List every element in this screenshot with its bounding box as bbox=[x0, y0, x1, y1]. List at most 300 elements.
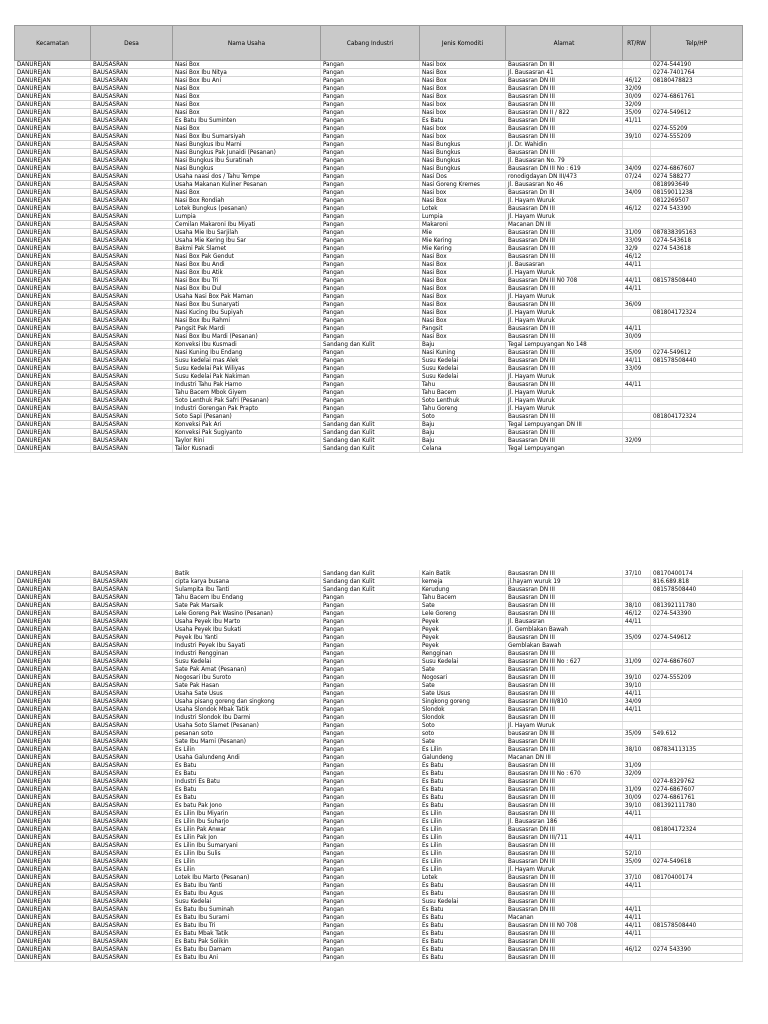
rt-rw-cell bbox=[623, 818, 651, 826]
kecamatan-cell: DANUREJAN bbox=[15, 930, 91, 938]
cabang-industri-cell: Pangan bbox=[321, 762, 420, 770]
telp-hp-cell bbox=[651, 770, 743, 778]
cabang-industri-cell: Pangan bbox=[321, 778, 420, 786]
cabang-industri-cell: Pangan bbox=[321, 77, 420, 85]
rt-rw-cell: 31/09 bbox=[623, 786, 651, 794]
rt-rw-cell: 44/11 bbox=[623, 618, 651, 626]
cabang-industri-cell: Pangan bbox=[321, 373, 420, 381]
rt-rw-cell bbox=[623, 181, 651, 189]
alamat-cell: Bausasran DN III bbox=[506, 938, 623, 946]
table-row bbox=[15, 189, 743, 197]
cabang-industri-cell: Pangan bbox=[321, 61, 420, 69]
nama-usaha-cell: Usaha naasi dos / Tahu Tempe bbox=[173, 173, 321, 181]
telp-hp-cell: 081392111780 bbox=[651, 602, 743, 610]
alamat-cell: Bausasran DN III/711 bbox=[506, 834, 623, 842]
kecamatan-cell: DANUREJAN bbox=[15, 586, 91, 594]
rt-rw-cell bbox=[623, 722, 651, 730]
nama-usaha-cell: Cemilan Makaroni Ibu Miyati bbox=[173, 221, 321, 229]
kecamatan-cell: DANUREJAN bbox=[15, 826, 91, 834]
desa-cell: BAUSASRAN bbox=[91, 181, 173, 189]
cabang-industri-cell: Pangan bbox=[321, 722, 420, 730]
cabang-industri-cell: Sandang dan Kulit bbox=[321, 578, 420, 586]
telp-hp-cell: 816.689.818 bbox=[651, 578, 743, 586]
nama-usaha-cell: Es Lilin Pak Jon bbox=[173, 834, 321, 842]
jenis-komoditi-cell: Es Batu bbox=[420, 786, 506, 794]
kecamatan-cell: DANUREJAN bbox=[15, 293, 91, 301]
industry-table-1 bbox=[14, 25, 743, 453]
desa-cell: BAUSASRAN bbox=[91, 413, 173, 421]
jenis-komoditi-cell: Es Lilin bbox=[420, 850, 506, 858]
table-row bbox=[15, 786, 743, 794]
kecamatan-cell: DANUREJAN bbox=[15, 634, 91, 642]
kecamatan-header: Kecamatan bbox=[15, 26, 91, 61]
desa-cell: BAUSASRAN bbox=[91, 626, 173, 634]
alamat-cell: Bausasran DN III bbox=[506, 882, 623, 890]
nama-usaha-cell: Industri Tahu Pak Harno bbox=[173, 381, 321, 389]
alamat-cell: Jl. Hayam Wuruk bbox=[506, 389, 623, 397]
nama-usaha-cell: Sate Pak Marsaik bbox=[173, 602, 321, 610]
kecamatan-cell: DANUREJAN bbox=[15, 397, 91, 405]
desa-cell: BAUSASRAN bbox=[91, 810, 173, 818]
cabang-industri-cell: Pangan bbox=[321, 658, 420, 666]
table-row bbox=[15, 229, 743, 237]
jenis-komoditi-cell: Nasi box bbox=[420, 125, 506, 133]
jenis-komoditi-cell: Makaroni bbox=[420, 221, 506, 229]
cabang-industri-cell: Sandang dan Kulit bbox=[321, 341, 420, 349]
table-row bbox=[15, 730, 743, 738]
jenis-komoditi-cell: Nasi Box bbox=[420, 333, 506, 341]
jenis-komoditi-cell: Es Batu bbox=[420, 906, 506, 914]
alamat-cell: Bausasran DN III bbox=[506, 890, 623, 898]
kecamatan-cell: DANUREJAN bbox=[15, 373, 91, 381]
nama-usaha-cell: Es Lilin Pak Anwar bbox=[173, 826, 321, 834]
rt-rw-cell: 34/09 bbox=[623, 165, 651, 173]
table-row bbox=[15, 866, 743, 874]
kecamatan-cell: DANUREJAN bbox=[15, 389, 91, 397]
telp-hp-cell bbox=[651, 269, 743, 277]
telp-hp-cell: 087834113135 bbox=[651, 746, 743, 754]
kecamatan-cell: DANUREJAN bbox=[15, 253, 91, 261]
alamat-cell: Bausasran DN III bbox=[506, 714, 623, 722]
desa-cell: BAUSASRAN bbox=[91, 746, 173, 754]
kecamatan-cell: DANUREJAN bbox=[15, 325, 91, 333]
nama-usaha-cell: Susu Kedelai bbox=[173, 658, 321, 666]
table-row bbox=[15, 882, 743, 890]
rt-rw-cell: 30/09 bbox=[623, 93, 651, 101]
desa-cell: BAUSASRAN bbox=[91, 674, 173, 682]
table-row bbox=[15, 317, 743, 325]
table-row bbox=[15, 437, 743, 445]
telp-hp-cell bbox=[651, 285, 743, 293]
desa-cell: BAUSASRAN bbox=[91, 650, 173, 658]
telp-hp-cell bbox=[651, 626, 743, 634]
nama-usaha-cell: Nasi Box Pak Gendut bbox=[173, 253, 321, 261]
nama-usaha-cell: Usaha Makanan Kuliner Pesanan bbox=[173, 181, 321, 189]
kecamatan-cell: DANUREJAN bbox=[15, 93, 91, 101]
jenis-komoditi-cell: Soto Lenthuk bbox=[420, 397, 506, 405]
jenis-komoditi-cell: Soto bbox=[420, 722, 506, 730]
telp-hp-cell bbox=[651, 698, 743, 706]
rt-rw-cell: 44/11 bbox=[623, 914, 651, 922]
nama-usaha-cell: Nasi Box Ibu Rahmi bbox=[173, 317, 321, 325]
desa-cell: BAUSASRAN bbox=[91, 277, 173, 285]
jenis-komoditi-cell: Soto bbox=[420, 413, 506, 421]
jenis-komoditi-cell: Es Batu bbox=[420, 794, 506, 802]
industry-table-2 bbox=[14, 570, 743, 962]
alamat-cell: Bausasran DN III bbox=[506, 930, 623, 938]
jenis-komoditi-cell: Mie bbox=[420, 229, 506, 237]
jenis-komoditi-cell: Es Lilin bbox=[420, 842, 506, 850]
cabang-industri-cell: Pangan bbox=[321, 650, 420, 658]
alamat-cell: Bausasran DN III bbox=[506, 946, 623, 954]
rt-rw-cell: 44/11 bbox=[623, 381, 651, 389]
jenis-komoditi-cell: Susu Kedelai bbox=[420, 373, 506, 381]
alamat-cell: bausasran DN III bbox=[506, 730, 623, 738]
nama-usaha-cell: Konveksi Pak Sugiyanto bbox=[173, 429, 321, 437]
rt-rw-cell: 31/09 bbox=[623, 229, 651, 237]
cabang-industri-cell: Pangan bbox=[321, 237, 420, 245]
desa-cell: BAUSASRAN bbox=[91, 794, 173, 802]
alamat-cell: Jl. Bausasran No. 79 bbox=[506, 157, 623, 165]
jenis-komoditi-cell: Nasi Box bbox=[420, 197, 506, 205]
nama-usaha-cell: Nasi Box bbox=[173, 101, 321, 109]
kecamatan-cell: DANUREJAN bbox=[15, 730, 91, 738]
table-row bbox=[15, 938, 743, 946]
table-row bbox=[15, 754, 743, 762]
nama-usaha-cell: Konveksi Pak Ari bbox=[173, 421, 321, 429]
jenis-komoditi-cell: Baju bbox=[420, 437, 506, 445]
kecamatan-cell: DANUREJAN bbox=[15, 429, 91, 437]
nama-usaha-cell: Nasi Bungkus Pak Junaidi (Pesanan) bbox=[173, 149, 321, 157]
telp-hp-cell: 0812269507 bbox=[651, 197, 743, 205]
alamat-cell: Bausasran DN III bbox=[506, 634, 623, 642]
alamat-cell: Macanan DN III bbox=[506, 754, 623, 762]
rt-rw-cell bbox=[623, 890, 651, 898]
rt-rw-cell: 44/11 bbox=[623, 810, 651, 818]
alamat-cell: Jl. Bausasran No 46 bbox=[506, 181, 623, 189]
rt-rw-cell: 52/10 bbox=[623, 850, 651, 858]
rt-rw-cell: 38/10 bbox=[623, 602, 651, 610]
table-row bbox=[15, 61, 743, 69]
cabang-industri-cell: Pangan bbox=[321, 173, 420, 181]
kecamatan-cell: DANUREJAN bbox=[15, 594, 91, 602]
cabang-industri-cell: Pangan bbox=[321, 810, 420, 818]
alamat-cell: Bausasran DN III bbox=[506, 429, 623, 437]
kecamatan-cell: DANUREJAN bbox=[15, 946, 91, 954]
nama-usaha-cell: Es batu Pak Jono bbox=[173, 802, 321, 810]
table-row bbox=[15, 850, 743, 858]
cabang-industri-cell: Sandang dan Kulit bbox=[321, 421, 420, 429]
telp-hp-cell: 0274-549612 bbox=[651, 349, 743, 357]
alamat-cell: Bausasran DN III bbox=[506, 858, 623, 866]
table-row bbox=[15, 205, 743, 213]
telp-hp-cell: 081578508440 bbox=[651, 586, 743, 594]
jenis-komoditi-cell: Nasi Box bbox=[420, 301, 506, 309]
table-row bbox=[15, 389, 743, 397]
kecamatan-cell: DANUREJAN bbox=[15, 133, 91, 141]
jenis-komoditi-cell: Sate bbox=[420, 738, 506, 746]
jenis-komoditi-cell: Nasi Box bbox=[420, 261, 506, 269]
jenis-komoditi-cell: Baju bbox=[420, 429, 506, 437]
rt-rw-cell: 37/10 bbox=[623, 874, 651, 882]
table-row bbox=[15, 141, 743, 149]
telp-hp-cell: 0274-6861761 bbox=[651, 794, 743, 802]
alamat-cell: Bausasran DN III bbox=[506, 237, 623, 245]
rt-rw-cell: 33/09 bbox=[623, 237, 651, 245]
alamat-cell: Bausasran DN III bbox=[506, 674, 623, 682]
alamat-cell: Jl. Hayam Wuruk bbox=[506, 866, 623, 874]
nama-usaha-cell: Es Batu bbox=[173, 794, 321, 802]
table-row bbox=[15, 914, 743, 922]
desa-cell: BAUSASRAN bbox=[91, 914, 173, 922]
nama-usaha-header: Nama Usaha bbox=[173, 26, 321, 61]
cabang-industri-cell: Pangan bbox=[321, 746, 420, 754]
kecamatan-cell: DANUREJAN bbox=[15, 413, 91, 421]
rt-rw-cell: 46/12 bbox=[623, 77, 651, 85]
cabang-industri-cell: Pangan bbox=[321, 602, 420, 610]
jenis-komoditi-cell: Es Batu bbox=[420, 770, 506, 778]
nama-usaha-cell: Bakmi Pak Slamet bbox=[173, 245, 321, 253]
cabang-industri-cell: Pangan bbox=[321, 325, 420, 333]
alamat-cell: Bausasran DN III bbox=[506, 570, 623, 578]
nama-usaha-cell: Lumpia bbox=[173, 213, 321, 221]
desa-cell: BAUSASRAN bbox=[91, 738, 173, 746]
kecamatan-cell: DANUREJAN bbox=[15, 850, 91, 858]
kecamatan-cell: DANUREJAN bbox=[15, 682, 91, 690]
kecamatan-cell: DANUREJAN bbox=[15, 658, 91, 666]
cabang-industri-cell: Pangan bbox=[321, 794, 420, 802]
nama-usaha-cell: Es Batu bbox=[173, 786, 321, 794]
alamat-cell: Bausasran DN III bbox=[506, 149, 623, 157]
nama-usaha-cell: Es Batu bbox=[173, 762, 321, 770]
kecamatan-cell: DANUREJAN bbox=[15, 237, 91, 245]
jenis-komoditi-cell: Singkong goreng bbox=[420, 698, 506, 706]
telp-hp-header: Telp/HP bbox=[651, 26, 743, 61]
table-row bbox=[15, 746, 743, 754]
telp-hp-cell: 0274-7401764 bbox=[651, 69, 743, 77]
telp-hp-cell bbox=[651, 738, 743, 746]
nama-usaha-cell: Usaha Nasi Box Pak Maman bbox=[173, 293, 321, 301]
desa-header: Desa bbox=[91, 26, 173, 61]
desa-cell: BAUSASRAN bbox=[91, 229, 173, 237]
alamat-cell: Bausasran DN III bbox=[506, 898, 623, 906]
telp-hp-cell bbox=[651, 882, 743, 890]
telp-hp-cell bbox=[651, 141, 743, 149]
alamat-cell: Bausasran DN III bbox=[506, 666, 623, 674]
table-row bbox=[15, 834, 743, 842]
nama-usaha-cell: Nasi Box bbox=[173, 61, 321, 69]
desa-cell: BAUSASRAN bbox=[91, 714, 173, 722]
nama-usaha-cell: Konveksi Ibu Kusmadi bbox=[173, 341, 321, 349]
rt-rw-cell bbox=[623, 197, 651, 205]
alamat-cell: Gemblakan Bawah bbox=[506, 642, 623, 650]
cabang-industri-cell: Pangan bbox=[321, 866, 420, 874]
rt-rw-cell bbox=[623, 421, 651, 429]
rt-rw-cell bbox=[623, 586, 651, 594]
table-row bbox=[15, 930, 743, 938]
kecamatan-cell: DANUREJAN bbox=[15, 650, 91, 658]
desa-cell: BAUSASRAN bbox=[91, 325, 173, 333]
kecamatan-cell: DANUREJAN bbox=[15, 117, 91, 125]
rt-rw-cell: 36/09 bbox=[623, 301, 651, 309]
rt-rw-cell bbox=[623, 738, 651, 746]
table-row bbox=[15, 101, 743, 109]
kecamatan-cell: DANUREJAN bbox=[15, 754, 91, 762]
telp-hp-cell bbox=[651, 405, 743, 413]
telp-hp-cell bbox=[651, 421, 743, 429]
table-row bbox=[15, 666, 743, 674]
telp-hp-cell: 0274-549618 bbox=[651, 858, 743, 866]
table-row bbox=[15, 898, 743, 906]
kecamatan-cell: DANUREJAN bbox=[15, 898, 91, 906]
table-row bbox=[15, 77, 743, 85]
jenis-komoditi-cell: Lotek bbox=[420, 874, 506, 882]
nama-usaha-cell: Nasi Box bbox=[173, 109, 321, 117]
desa-cell: BAUSASRAN bbox=[91, 842, 173, 850]
alamat-cell: Bausasran DN III bbox=[506, 349, 623, 357]
desa-cell: BAUSASRAN bbox=[91, 730, 173, 738]
nama-usaha-cell: Es Lilin bbox=[173, 746, 321, 754]
telp-hp-cell: 081578508440 bbox=[651, 277, 743, 285]
rt-rw-cell bbox=[623, 938, 651, 946]
desa-cell: BAUSASRAN bbox=[91, 890, 173, 898]
rt-rw-cell: 39/10 bbox=[623, 802, 651, 810]
nama-usaha-cell: Nasi Box Ibu Nitya bbox=[173, 69, 321, 77]
table-row bbox=[15, 770, 743, 778]
cabang-industri-cell: Pangan bbox=[321, 898, 420, 906]
nama-usaha-cell: Lotek Bungkus (pesanan) bbox=[173, 205, 321, 213]
alamat-cell: Bausasran DN III No : 627 bbox=[506, 658, 623, 666]
cabang-industri-header: Cabang Industri bbox=[321, 26, 420, 61]
desa-cell: BAUSASRAN bbox=[91, 205, 173, 213]
rt-rw-cell: 44/11 bbox=[623, 261, 651, 269]
desa-cell: BAUSASRAN bbox=[91, 165, 173, 173]
jenis-komoditi-cell: Rengginan bbox=[420, 650, 506, 658]
alamat-cell: Bausasran DN III bbox=[506, 85, 623, 93]
table-row bbox=[15, 333, 743, 341]
table-row bbox=[15, 818, 743, 826]
jenis-komoditi-cell: Nasi Bungkus bbox=[420, 149, 506, 157]
telp-hp-cell bbox=[651, 157, 743, 165]
telp-hp-cell bbox=[651, 666, 743, 674]
nama-usaha-cell: Usaha pisang goreng dan singkong bbox=[173, 698, 321, 706]
desa-cell: BAUSASRAN bbox=[91, 906, 173, 914]
jenis-komoditi-cell: Es Batu bbox=[420, 778, 506, 786]
nama-usaha-cell: Es Batu Ibu Agus bbox=[173, 890, 321, 898]
desa-cell: BAUSASRAN bbox=[91, 834, 173, 842]
desa-cell: BAUSASRAN bbox=[91, 349, 173, 357]
jenis-komoditi-cell: Nasi Box bbox=[420, 253, 506, 261]
desa-cell: BAUSASRAN bbox=[91, 658, 173, 666]
alamat-cell: Bausasran DN III bbox=[506, 333, 623, 341]
rt-rw-cell bbox=[623, 157, 651, 165]
alamat-cell: Bausasran DN III bbox=[506, 786, 623, 794]
table-row bbox=[15, 133, 743, 141]
kecamatan-cell: DANUREJAN bbox=[15, 349, 91, 357]
desa-cell: BAUSASRAN bbox=[91, 437, 173, 445]
nama-usaha-cell: Es Batu Ibu Suminah bbox=[173, 906, 321, 914]
rt-rw-cell: 39/10 bbox=[623, 682, 651, 690]
cabang-industri-cell: Pangan bbox=[321, 858, 420, 866]
desa-cell: BAUSASRAN bbox=[91, 365, 173, 373]
telp-hp-cell bbox=[651, 842, 743, 850]
telp-hp-cell: 0274-549612 bbox=[651, 634, 743, 642]
kecamatan-cell: DANUREJAN bbox=[15, 77, 91, 85]
alamat-cell: Bausasran DN III bbox=[506, 586, 623, 594]
telp-hp-cell: 0274-555209 bbox=[651, 674, 743, 682]
rt-rw-cell bbox=[623, 61, 651, 69]
cabang-industri-cell: Pangan bbox=[321, 261, 420, 269]
kecamatan-cell: DANUREJAN bbox=[15, 101, 91, 109]
cabang-industri-cell: Pangan bbox=[321, 157, 420, 165]
kecamatan-cell: DANUREJAN bbox=[15, 642, 91, 650]
cabang-industri-cell: Pangan bbox=[321, 634, 420, 642]
rt-rw-cell: 32/09 bbox=[623, 101, 651, 109]
cabang-industri-cell: Pangan bbox=[321, 954, 420, 962]
cabang-industri-cell: Pangan bbox=[321, 730, 420, 738]
cabang-industri-cell: Pangan bbox=[321, 333, 420, 341]
table-row bbox=[15, 85, 743, 93]
desa-cell: BAUSASRAN bbox=[91, 373, 173, 381]
jenis-komoditi-cell: Nasi Kuning bbox=[420, 349, 506, 357]
nama-usaha-cell: Nasi Box Ibu Andi bbox=[173, 261, 321, 269]
jenis-komoditi-cell: Sate bbox=[420, 666, 506, 674]
table-row bbox=[15, 93, 743, 101]
telp-hp-cell bbox=[651, 642, 743, 650]
rt-rw-cell bbox=[623, 642, 651, 650]
alamat-cell: Bausasran DN III bbox=[506, 77, 623, 85]
jenis-komoditi-cell: Baju bbox=[420, 421, 506, 429]
desa-cell: BAUSASRAN bbox=[91, 301, 173, 309]
alamat-cell: Tegal Lempuyangan No 148 bbox=[506, 341, 623, 349]
jenis-komoditi-cell: Mie Kering bbox=[420, 237, 506, 245]
alamat-cell: Jl. Hayam Wuruk bbox=[506, 373, 623, 381]
telp-hp-cell bbox=[651, 293, 743, 301]
desa-cell: BAUSASRAN bbox=[91, 93, 173, 101]
cabang-industri-cell: Sandang dan Kulit bbox=[321, 429, 420, 437]
nama-usaha-cell: Es Lilin Ibu Sulis bbox=[173, 850, 321, 858]
desa-cell: BAUSASRAN bbox=[91, 666, 173, 674]
jenis-komoditi-cell: kemeja bbox=[420, 578, 506, 586]
jenis-komoditi-cell: Es Batu bbox=[420, 930, 506, 938]
desa-cell: BAUSASRAN bbox=[91, 213, 173, 221]
cabang-industri-cell: Pangan bbox=[321, 189, 420, 197]
desa-cell: BAUSASRAN bbox=[91, 610, 173, 618]
nama-usaha-cell: Lele Goreng Pak Wasino (Pesanan) bbox=[173, 610, 321, 618]
alamat-cell: Jl. Bausasran bbox=[506, 618, 623, 626]
alamat-cell: Bausasran Dn III bbox=[506, 61, 623, 69]
telp-hp-cell bbox=[651, 325, 743, 333]
alamat-cell: Bausasran DN III bbox=[506, 954, 623, 962]
nama-usaha-cell: Usaha Mie Kering Ibu Sar bbox=[173, 237, 321, 245]
cabang-industri-cell: Pangan bbox=[321, 349, 420, 357]
kecamatan-cell: DANUREJAN bbox=[15, 890, 91, 898]
alamat-cell: Bausasran DN III bbox=[506, 325, 623, 333]
jenis-komoditi-cell: Susu Kedelai bbox=[420, 357, 506, 365]
table-row bbox=[15, 301, 743, 309]
kecamatan-cell: DANUREJAN bbox=[15, 858, 91, 866]
table-row bbox=[15, 690, 743, 698]
telp-hp-cell bbox=[651, 834, 743, 842]
desa-cell: BAUSASRAN bbox=[91, 858, 173, 866]
telp-hp-cell bbox=[651, 954, 743, 962]
jenis-komoditi-cell: Nasi box bbox=[420, 133, 506, 141]
telp-hp-cell bbox=[651, 381, 743, 389]
telp-hp-cell bbox=[651, 373, 743, 381]
jenis-komoditi-cell: Nasi Box bbox=[420, 93, 506, 101]
cabang-industri-cell: Pangan bbox=[321, 117, 420, 125]
alamat-cell: Bausasran DN III bbox=[506, 285, 623, 293]
